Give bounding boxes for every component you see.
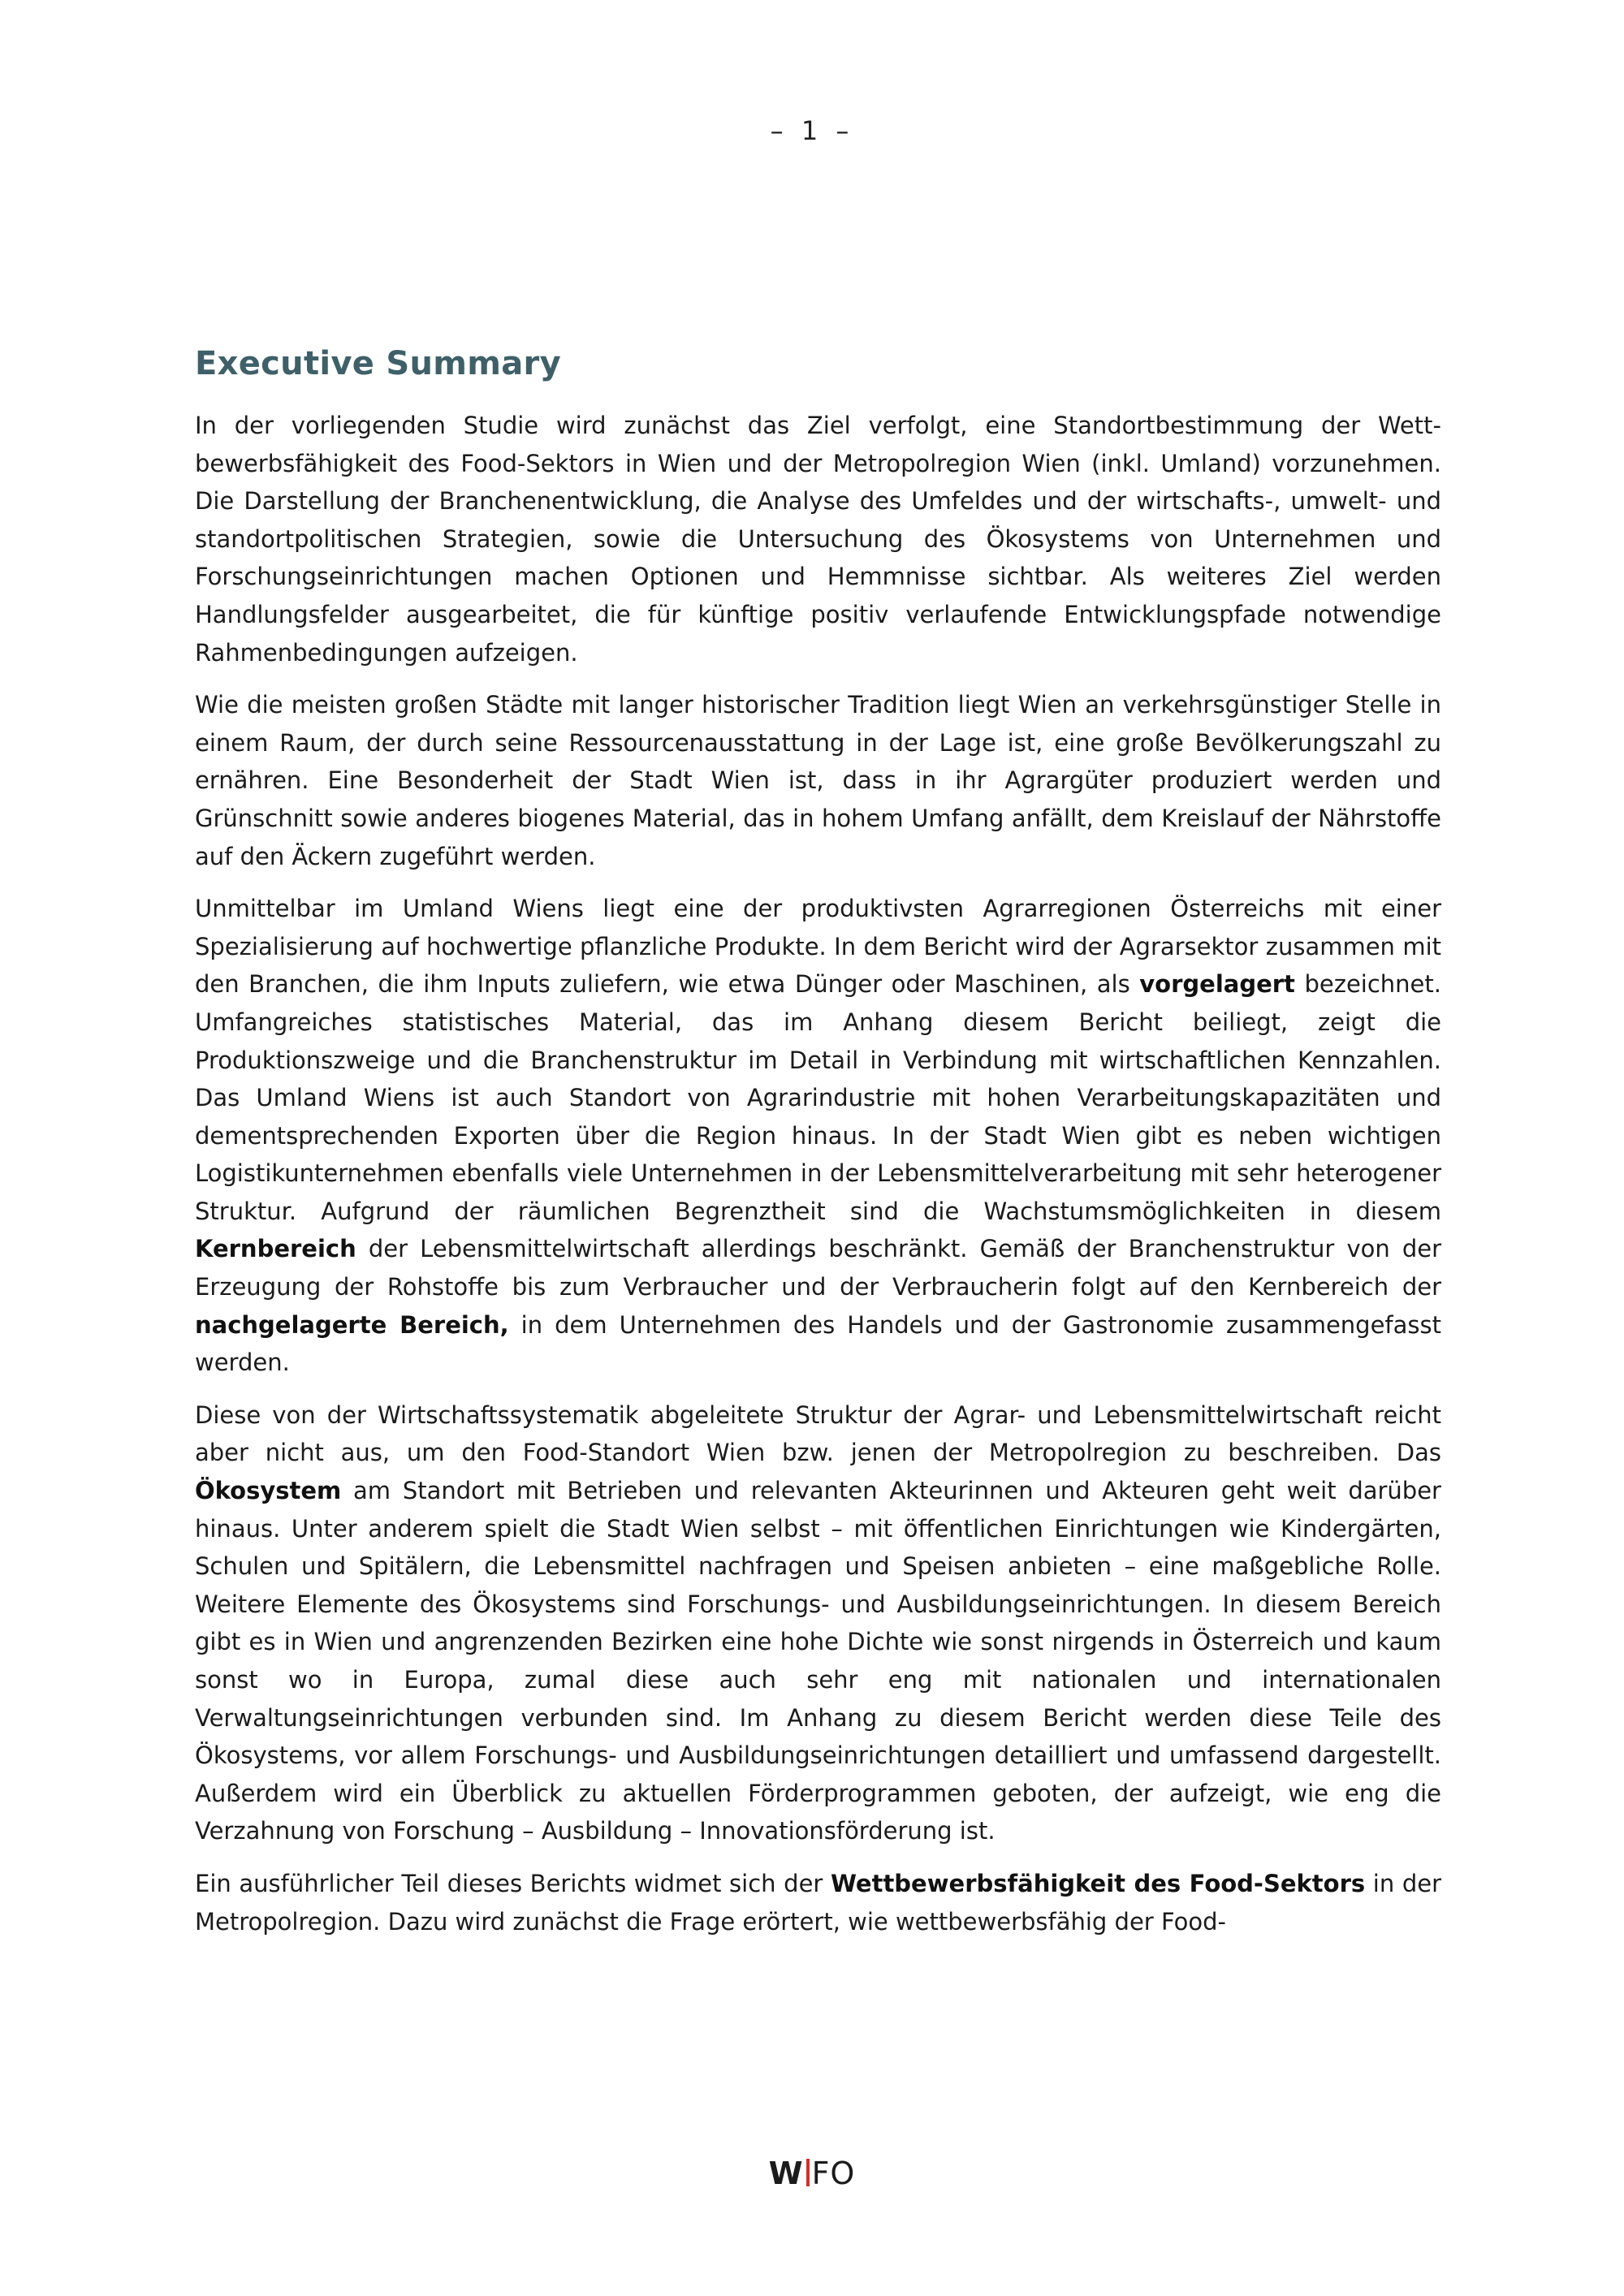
paragraph-4-text-a: Diese von der Wirtschaftssystematik abgeleitete Struktur der Agrar- und Lebensmittelwirtschaft reicht aber nicht aus, um den Food-Standort Wien bzw. jenen der Metropolregion zu beschreiben. Das [195, 1400, 1441, 1467]
section-heading: Executive Summary [195, 345, 561, 382]
wifo-logo-w: W [768, 2156, 804, 2191]
term-nachgelagerter-bereich: nachgelagerte Bereich, [195, 1310, 509, 1339]
paragraph-4 [195, 1396, 1441, 1850]
paragraph-3-text-e: in dem Unternehmen des Handels und der Gastronomie zusammengefasst werden. [195, 1310, 1441, 1377]
paragraph-4-text-c: am Standort mit Betrieben und relevanten Akteurinnen und Akteuren geht weit darüber hinaus. Unter anderem spielt die Stadt Wien selbst – mit öffentlichen Einrichtungen wie Kindergärten, Schulen und Spitälern, die Lebensmittel nachfragen und Speisen anbieten – eine maßgebliche Rolle. Weitere Elemente des Ökosystems sind Forschungs- und Ausbildungseinrichtungen. In diesem Bereich gibt es in Wien und angrenzenden Bezirken eine hohe Dichte wie sonst nirgends in Österreich und kaum sonst wo in Europa, zumal diese auch sehr eng mit nationalen und internationalen Verwaltungseinrichtungen verbunden sind. Im Anhang zu diesem Bericht werden diese Teile des Ökosystems, vor allem Forschungs- und Ausbildungseinrichtungen detailliert und umfassend dargestellt. Außerdem wird ein Überblick zu aktuellen Förderprogrammen geboten, der aufzeigt, wie eng die Verzahnung von Forschung – Ausbildung – Innovationsförderung ist. [195, 1477, 1441, 1845]
term-oekosystem: Ökosystem [195, 1477, 342, 1505]
wifo-logo [0, 2156, 1624, 2191]
wifo-logo-fo: FO [811, 2156, 856, 2191]
paragraph-3 [195, 890, 1441, 1382]
page-number: – 1 – [770, 115, 854, 146]
paragraph-5-text-c: in der Metropolregion. Dazu wird zunächst die Frage erörtert, wie wettbewerbsfähig der Food- [195, 1869, 1441, 1936]
paragraph-5-text-a: Ein ausführlicher Teil dieses Berichts widmet sich der [195, 1869, 831, 1897]
term-wettbewerbsfaehigkeit: Wettbewerbsfähigkeit des Food-Sektors [830, 1869, 1366, 1897]
paragraph-5 [195, 1865, 1441, 1940]
paragraph-3-text-d: der Lebensmittelwirtschaft allerdings beschränkt. Gemäß der Branchenstruktur von der Erzeugung der Rohstoffe bis zum Verbraucher und der Verbraucherin folgt auf den Kernbereich der [195, 1235, 1441, 1301]
paragraph-3-text-a: Unmittelbar im Umland Wiens liegt eine der produktivsten Agrarregionen Österreichs mit einer Spezialisierung auf hochwertige pflanzliche Produkte. In dem Bericht wird der Agrarsektor zusammen mit den Branchen, die ihm Inputs zuliefern, wie etwa Dünger oder Maschinen, als [195, 895, 1441, 999]
main-content [195, 345, 1441, 1955]
wifo-logo-bar [806, 2159, 810, 2186]
paragraph-2: Wie die meisten großen Städte mit langer historischer Tradition liegt Wien an verkehrsgünstiger Stelle in einem Raum, der durch seine Ressourcenausstattung in der Lage ist, eine große Bevölkerungszahl zu ernähren. Eine Besonderheit der Stadt Wien ist, dass in ihr Agrargüter produziert werden und Grünschnitt sowie anderes biogenes Material, das in hohem Umfang anfällt, dem Kreislauf der Nährstoffe auf den Äckern zugeführt werden. [195, 691, 1441, 870]
paragraph-1: In der vorliegenden Studie wird zunächst das Ziel verfolgt, eine Standortbestimmung der Wettbewerbsfähigkeit des Food-Sektors in Wien und der Metropolregion Wien (inkl. Umland) vorzunehmen. Die Darstellung der Branchenentwicklung, die Analyse des Umfeldes und der wirtschafts-, umwelt- und standortpolitischen Strategien, sowie die Untersuchung des Ökosystems von Unternehmen und Forschungseinrichtungen machen Optionen und Hemmnisse sichtbar. Als weiteres Ziel werden Handlungsfelder ausgearbeitet, die für künftige positiv verlaufende Entwicklungspfade notwendige Rahmenbedingungen aufzeigen. [195, 412, 1441, 667]
term-kernbereich: Kernbereich [195, 1235, 356, 1263]
term-vorgelagert: vorgelagert [1139, 970, 1295, 999]
paragraph-3-text-c: bezeichnet. Umfangreiches statistisches Material, das im Anhang diesem Bericht beiliegt, zeigt die Produktionszweige und die Branchenstruktur im Detail in Verbindung mit wirtschaftlichen Kennzahlen. Das Umland Wiens ist auch Standort von Agrarindustrie mit hohen Verarbeitungskapazitäten und dementsprechenden Exporten über die Region hinaus. In der Stadt Wien gibt es neben wichtigen Logistikunternehmen ebenfalls viele Unternehmen in der Lebensmittelverarbeitung mit sehr heterogener Struktur. Aufgrund der räumlichen Begrenztheit sind die Wachstumsmöglichkeiten in diesem [195, 970, 1441, 1225]
